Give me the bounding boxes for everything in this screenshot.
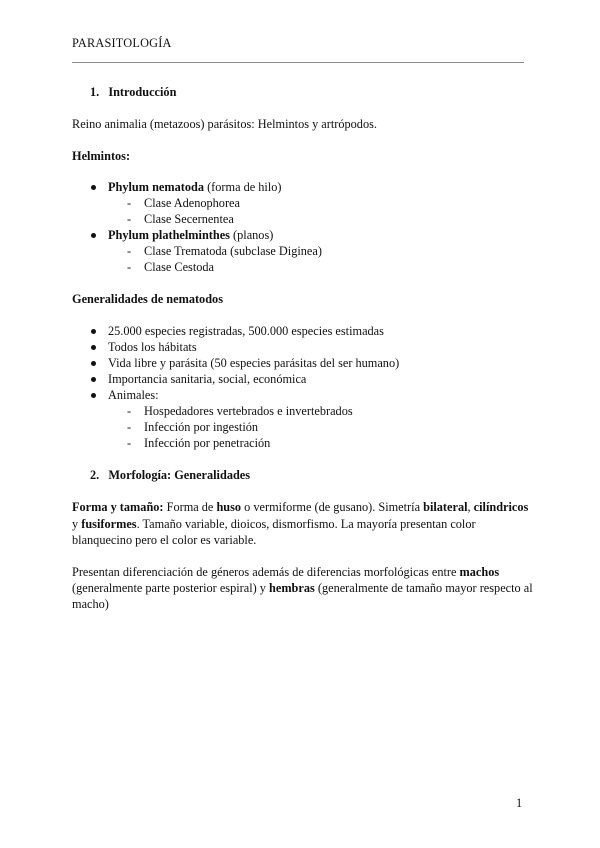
genero-line-3: macho) bbox=[72, 597, 109, 611]
section-2-heading bbox=[90, 467, 250, 483]
dash-icon: - bbox=[127, 212, 132, 226]
dash-icon: - bbox=[127, 436, 132, 450]
section-title: Introducción bbox=[108, 85, 177, 99]
sub-list-item: Infección por ingestión bbox=[144, 420, 259, 434]
list-item: Vida libre y parásita (50 especies parásitas del ser humano) bbox=[108, 356, 400, 370]
helmintos-heading: Helmintos: bbox=[72, 149, 131, 163]
bullet-icon bbox=[91, 233, 96, 238]
bullet-icon bbox=[91, 361, 96, 366]
list-item: 25.000 especies registradas, 500.000 especies estimadas bbox=[108, 324, 384, 338]
dash-icon: - bbox=[127, 244, 132, 258]
genero-line-2: (generalmente parte posterior espiral) y hembras (generalmente de tamaño mayor respecto al bbox=[72, 581, 533, 595]
clase-item: Clase Cestoda bbox=[144, 260, 215, 274]
page-number: 1 bbox=[516, 796, 523, 810]
list-item: Animales: bbox=[108, 388, 159, 402]
nematodos-heading: Generalidades de nematodos bbox=[72, 292, 223, 306]
phylum-nematoda: Phylum nematoda (forma de hilo) bbox=[108, 180, 282, 194]
forma-line-2: y fusiformes. Tamaño variable, dioicos, dismorfismo. La mayoría presentan color bbox=[72, 517, 476, 531]
dash-icon: - bbox=[127, 420, 132, 434]
sub-list-item: Hospedadores vertebrados e invertebrados bbox=[144, 404, 353, 418]
dash-icon: - bbox=[127, 260, 132, 274]
bullet-icon bbox=[91, 329, 96, 334]
section-number: 1. bbox=[90, 85, 100, 99]
bullet-icon bbox=[91, 185, 96, 190]
genero-line-1: Presentan diferenciación de géneros además de diferencias morfológicas entre machos bbox=[72, 565, 500, 579]
section-1-heading bbox=[90, 84, 176, 100]
clase-item: Clase Trematoda (subclase Diginea) bbox=[144, 244, 322, 258]
list-item: Todos los hábitats bbox=[108, 340, 197, 354]
bullet-icon bbox=[91, 377, 96, 382]
clase-item: Clase Secernentea bbox=[144, 212, 234, 226]
list-item: Importancia sanitaria, social, económica bbox=[108, 372, 307, 386]
dash-icon: - bbox=[127, 196, 132, 210]
bullet-icon bbox=[91, 345, 96, 350]
section-title: Morfología: Generalidades bbox=[108, 468, 251, 482]
dash-icon: - bbox=[127, 404, 132, 418]
bullet-icon bbox=[91, 393, 96, 398]
phylum-plathelminthes: Phylum plathelminthes (planos) bbox=[108, 228, 274, 242]
page-header: PARASITOLOGÍA bbox=[72, 36, 172, 50]
forma-line-1: Forma y tamaño: Forma de huso o vermiforme (de gusano). Simetría bilateral, cilíndricos bbox=[72, 500, 529, 514]
header-rule bbox=[72, 62, 524, 63]
intro-text: Reino animalia (metazoos) parásitos: Helmintos y artrópodos. bbox=[72, 117, 377, 131]
forma-line-3: blanquecino pero el color es variable. bbox=[72, 533, 257, 547]
sub-list-item: Infección por penetración bbox=[144, 436, 271, 450]
section-number: 2. bbox=[90, 468, 100, 482]
clase-item: Clase Adenophorea bbox=[144, 196, 240, 210]
